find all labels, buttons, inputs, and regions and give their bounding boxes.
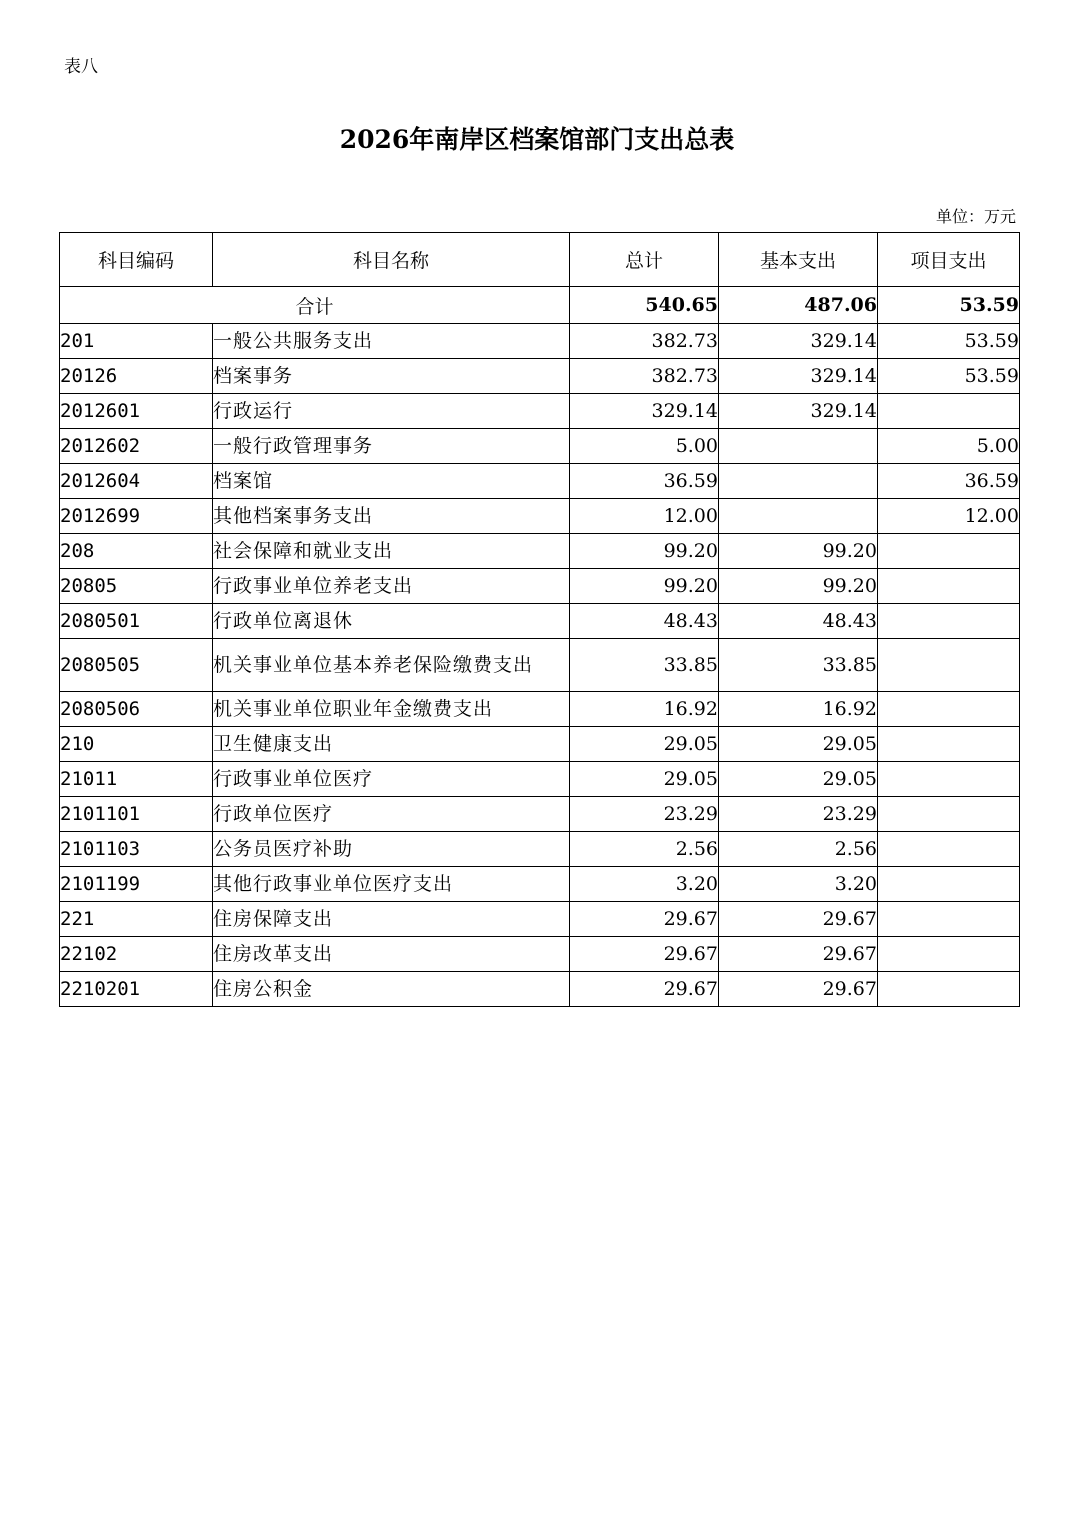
row-code: 20805 [60,569,213,604]
row-name: 机关事业单位基本养老保险缴费支出 [213,639,570,692]
column-header-code: 科目编码 [60,233,213,287]
row-code: 2012604 [60,464,213,499]
row-total: 29.67 [570,937,719,972]
total-row-total: 540.65 [570,287,719,324]
row-project [878,692,1020,727]
expenditure-table [59,232,1020,1007]
row-project: 12.00 [878,499,1020,534]
row-code: 2080505 [60,639,213,692]
column-header-total: 总计 [570,233,719,287]
row-name: 机关事业单位职业年金缴费支出 [213,692,570,727]
row-project [878,937,1020,972]
row-project [878,797,1020,832]
row-project [878,762,1020,797]
table-row [60,569,1020,604]
row-code: 221 [60,902,213,937]
row-code: 2080501 [60,604,213,639]
row-name: 行政单位离退休 [213,604,570,639]
row-total: 29.05 [570,727,719,762]
row-code: 2101101 [60,797,213,832]
row-code: 208 [60,534,213,569]
row-total: 3.20 [570,867,719,902]
row-total: 329.14 [570,394,719,429]
row-basic: 29.67 [719,972,878,1007]
row-project: 36.59 [878,464,1020,499]
row-total: 382.73 [570,324,719,359]
row-total: 99.20 [570,569,719,604]
row-project [878,832,1020,867]
row-total: 2.56 [570,832,719,867]
table-header-row [60,233,1020,287]
table-row [60,867,1020,902]
row-code: 210 [60,727,213,762]
row-basic: 329.14 [719,394,878,429]
row-code: 22102 [60,937,213,972]
row-name: 行政运行 [213,394,570,429]
row-code: 2101199 [60,867,213,902]
row-code: 2210201 [60,972,213,1007]
row-basic: 29.67 [719,902,878,937]
table-row [60,604,1020,639]
row-name: 一般公共服务支出 [213,324,570,359]
row-project [878,972,1020,1007]
total-row-project: 53.59 [878,287,1020,324]
row-project [878,867,1020,902]
row-total: 29.05 [570,762,719,797]
row-basic: 99.20 [719,569,878,604]
row-total: 29.67 [570,972,719,1007]
total-row [60,287,1020,324]
row-code: 2101103 [60,832,213,867]
row-basic: 16.92 [719,692,878,727]
row-name: 社会保障和就业支出 [213,534,570,569]
row-total: 29.67 [570,902,719,937]
table-row [60,534,1020,569]
row-code: 2012601 [60,394,213,429]
row-project [878,534,1020,569]
row-basic: 329.14 [719,324,878,359]
row-basic: 29.67 [719,937,878,972]
table-row [60,797,1020,832]
row-name: 其他行政事业单位医疗支出 [213,867,570,902]
total-row-label: 合计 [60,287,570,324]
row-name: 档案馆 [213,464,570,499]
row-total: 48.43 [570,604,719,639]
table-row [60,394,1020,429]
row-basic [719,464,878,499]
row-name: 行政单位医疗 [213,797,570,832]
row-total: 5.00 [570,429,719,464]
row-total: 382.73 [570,359,719,394]
row-name: 一般行政管理事务 [213,429,570,464]
row-project [878,727,1020,762]
table-row [60,762,1020,797]
row-basic: 23.29 [719,797,878,832]
row-basic: 329.14 [719,359,878,394]
table-body [60,287,1020,1007]
table-row [60,639,1020,692]
table-row [60,937,1020,972]
column-header-basic: 基本支出 [719,233,878,287]
row-project [878,639,1020,692]
column-header-project: 项目支出 [878,233,1020,287]
row-total: 99.20 [570,534,719,569]
row-total: 16.92 [570,692,719,727]
row-name: 行政事业单位医疗 [213,762,570,797]
row-basic: 3.20 [719,867,878,902]
table-row [60,727,1020,762]
row-code: 2080506 [60,692,213,727]
row-name: 行政事业单位养老支出 [213,569,570,604]
row-basic: 99.20 [719,534,878,569]
row-project [878,902,1020,937]
row-project [878,569,1020,604]
row-project [878,394,1020,429]
row-project: 5.00 [878,429,1020,464]
row-code: 2012602 [60,429,213,464]
table-row [60,359,1020,394]
row-name: 卫生健康支出 [213,727,570,762]
table-row [60,972,1020,1007]
row-basic: 2.56 [719,832,878,867]
row-project: 53.59 [878,359,1020,394]
row-name: 住房保障支出 [213,902,570,937]
row-name: 公务员医疗补助 [213,832,570,867]
row-name: 住房改革支出 [213,937,570,972]
unit-label: 单位：万元 [935,207,1016,226]
row-basic: 48.43 [719,604,878,639]
table-row [60,499,1020,534]
row-code: 2012699 [60,499,213,534]
row-basic [719,499,878,534]
row-name: 住房公积金 [213,972,570,1007]
row-name: 档案事务 [213,359,570,394]
row-project: 53.59 [878,324,1020,359]
row-total: 23.29 [570,797,719,832]
table-row [60,902,1020,937]
row-code: 21011 [60,762,213,797]
table-number: 表八 [64,57,98,77]
row-basic: 33.85 [719,639,878,692]
table-row [60,692,1020,727]
row-total: 12.00 [570,499,719,534]
row-total: 33.85 [570,639,719,692]
row-basic [719,429,878,464]
table-row [60,324,1020,359]
row-project [878,604,1020,639]
row-basic: 29.05 [719,762,878,797]
table-row [60,832,1020,867]
row-total: 36.59 [570,464,719,499]
table-row [60,429,1020,464]
page-title: 2026年南岸区档案馆部门支出总表 [339,125,735,154]
column-header-name: 科目名称 [213,233,570,287]
table-row [60,464,1020,499]
total-row-basic: 487.06 [719,287,878,324]
row-code: 20126 [60,359,213,394]
row-basic: 29.05 [719,727,878,762]
row-code: 201 [60,324,213,359]
row-name: 其他档案事务支出 [213,499,570,534]
